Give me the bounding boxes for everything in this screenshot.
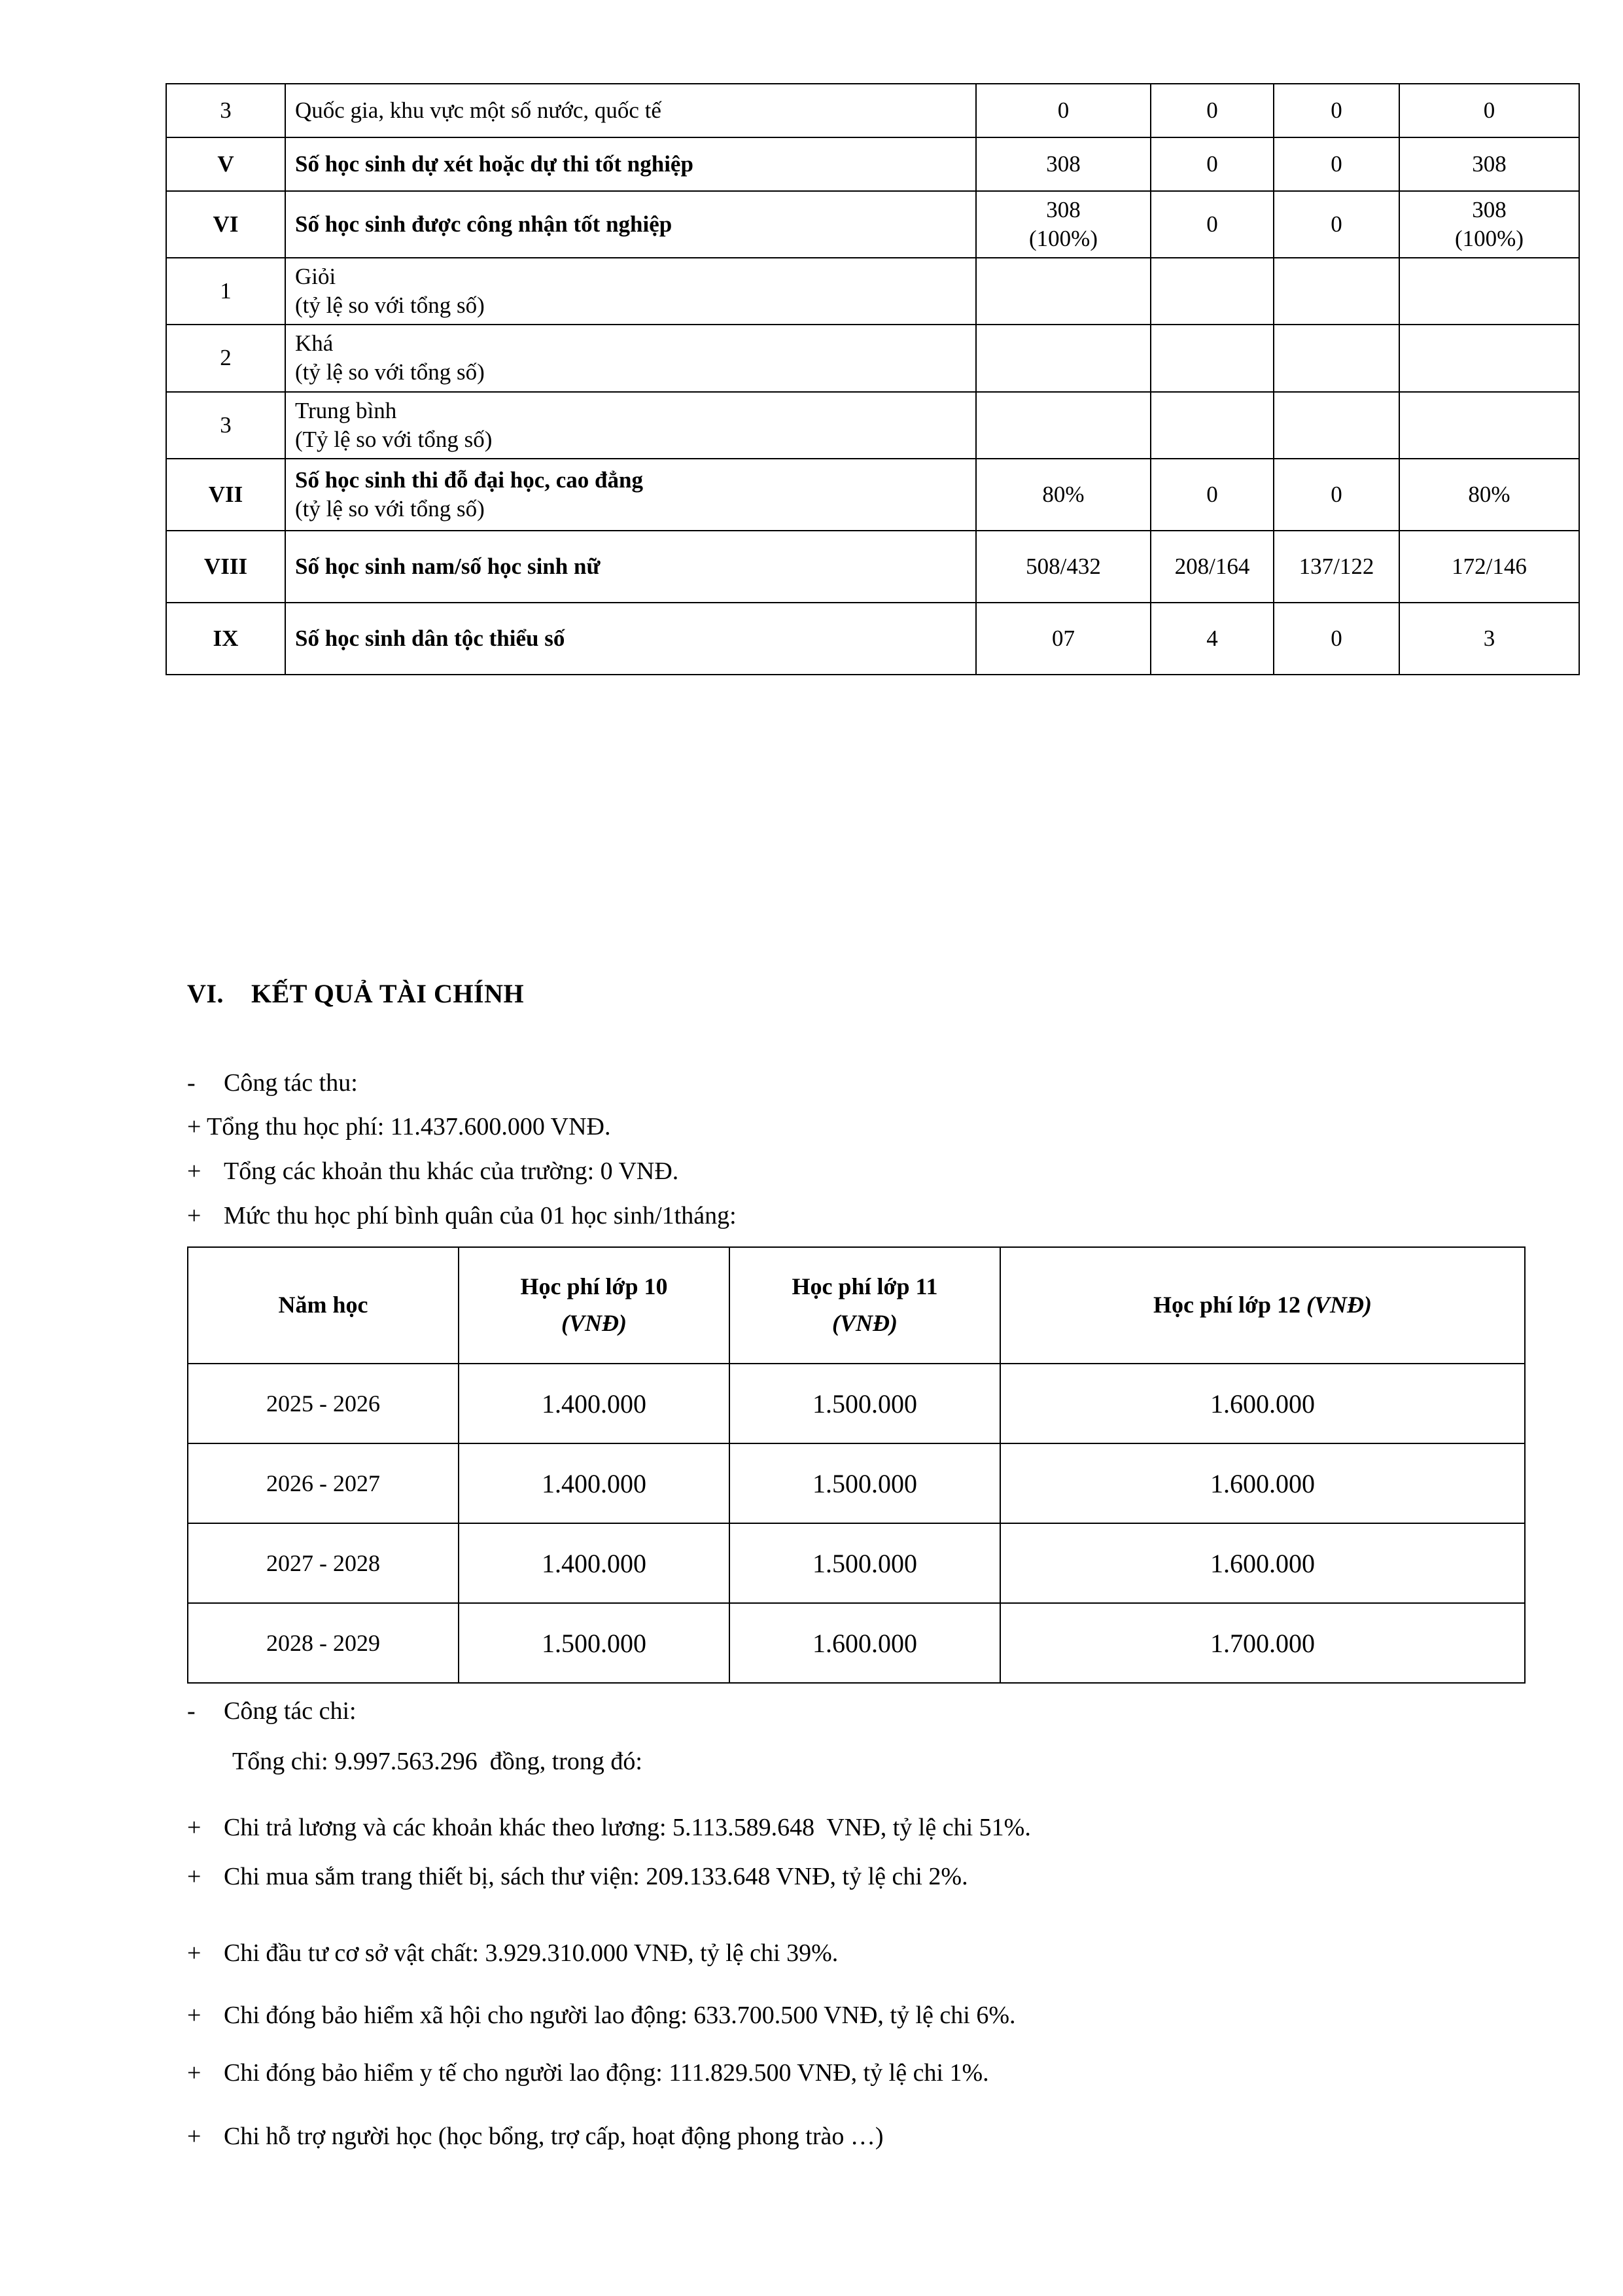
- expense-item-health-insurance: [187, 2060, 989, 2087]
- expense-item-facilities: [187, 1940, 838, 1968]
- row-number-cell: 3: [166, 392, 285, 459]
- row-label-main: Giỏi: [295, 264, 336, 290]
- table-header-row: [188, 1247, 1525, 1364]
- row-label-main: Khá: [295, 330, 334, 357]
- revenue-intro-text: Công tác thu:: [224, 1069, 358, 1097]
- row-grade11-cell: 0: [1274, 137, 1399, 191]
- revenue-item-text: Tổng các khoản thu khác của trường: 0 VNĐ.: [224, 1157, 679, 1185]
- row-grade11-cell: 0: [1274, 84, 1399, 137]
- table-row: [188, 1603, 1525, 1683]
- row-label-cell: Số học sinh dân tộc thiểu số: [285, 603, 976, 675]
- expense-item-student-support: [187, 2123, 884, 2151]
- expense-item-salary: [187, 1814, 1031, 1842]
- dash-bullet: -: [187, 1697, 196, 1725]
- table-row: [166, 191, 1579, 258]
- plus-bullet: +: [187, 2002, 201, 2029]
- header-grade11: [729, 1247, 1000, 1364]
- header-school-year: Năm học: [188, 1247, 459, 1364]
- cell-grade12-fee: 1.600.000: [1000, 1443, 1525, 1523]
- row-grade12-cell: 308: [1399, 137, 1579, 191]
- plus-bullet: +: [187, 1202, 201, 1229]
- row-grade12-value: 308: [1472, 197, 1507, 222]
- header-grade10-unit: (VNĐ): [561, 1310, 627, 1336]
- cell-school-year: 2027 - 2028: [188, 1523, 459, 1603]
- row-total-cell: [976, 258, 1151, 325]
- row-label-sub: (tỷ lệ so với tổng số): [295, 292, 485, 319]
- row-grade10-cell: 208/164: [1151, 531, 1274, 603]
- table-row: [166, 325, 1579, 391]
- table-row: [166, 531, 1579, 603]
- expense-item-text: Chi hỗ trợ người học (học bổng, trợ cấp, hoạt động phong trào …): [224, 2123, 884, 2150]
- table-row: [166, 258, 1579, 325]
- row-number-cell: 3: [166, 84, 285, 137]
- row-grade12-cell: [1399, 258, 1579, 325]
- row-label-cell: Số học sinh nam/số học sinh nữ: [285, 531, 976, 603]
- row-grade12-cell: [1399, 392, 1579, 459]
- header-grade11-main: Học phí lớp 11: [792, 1273, 938, 1300]
- row-number-cell: VIII: [166, 531, 285, 603]
- cell-grade10-fee: 1.500.000: [459, 1603, 729, 1683]
- table-row: [166, 84, 1579, 137]
- expense-item-text: Chi mua sắm trang thiết bị, sách thư viện: 209.133.648 VNĐ, tỷ lệ chi 2%.: [224, 1863, 968, 1890]
- row-total-cell: 07: [976, 603, 1151, 675]
- row-label-sub: (Tỷ lệ so với tổng số): [295, 426, 493, 452]
- header-grade12-main: Học phí lớp 12: [1153, 1292, 1306, 1318]
- plus-bullet: +: [187, 1157, 201, 1185]
- student-statistics-body: [166, 84, 1579, 675]
- cell-school-year: 2025 - 2026: [188, 1364, 459, 1443]
- student-statistics-table: [166, 83, 1580, 675]
- row-grade10-cell: [1151, 258, 1274, 325]
- row-grade11-cell: 0: [1274, 459, 1399, 531]
- expense-item-text: Chi đầu tư cơ sở vật chất: 3.929.310.000 VNĐ, tỷ lệ chi 39%.: [224, 1939, 839, 1967]
- row-grade10-cell: [1151, 325, 1274, 391]
- table-row: [188, 1443, 1525, 1523]
- row-total-cell: [976, 325, 1151, 391]
- row-total-cell: 80%: [976, 459, 1151, 531]
- row-grade10-cell: 0: [1151, 459, 1274, 531]
- row-number-cell: IX: [166, 603, 285, 675]
- revenue-item-average-fee: [187, 1203, 737, 1230]
- row-grade12-percent: (100%): [1455, 226, 1524, 252]
- expense-total-line: Tổng chi: 9.997.563.296 đồng, trong đó:: [232, 1748, 642, 1775]
- row-grade12-cell: 172/146: [1399, 531, 1579, 603]
- row-grade10-cell: [1151, 392, 1274, 459]
- expense-item-equipment: [187, 1863, 968, 1891]
- revenue-item-text: Mức thu học phí bình quân của 01 học sinh/1tháng:: [224, 1202, 737, 1229]
- row-total-cell: [976, 191, 1151, 258]
- expense-item-text: Chi đóng bảo hiểm xã hội cho người lao động: 633.700.500 VNĐ, tỷ lệ chi 6%.: [224, 2002, 1016, 2029]
- row-grade12-cell: 0: [1399, 84, 1579, 137]
- row-number-cell: VI: [166, 191, 285, 258]
- row-grade10-cell: 4: [1151, 603, 1274, 675]
- row-grade11-cell: [1274, 392, 1399, 459]
- row-grade12-cell: 80%: [1399, 459, 1579, 531]
- row-total-cell: 508/432: [976, 531, 1151, 603]
- row-grade10-cell: 0: [1151, 84, 1274, 137]
- expense-item-social-insurance: [187, 2002, 1015, 2030]
- cell-grade11-fee: 1.500.000: [729, 1364, 1000, 1443]
- cell-grade12-fee: 1.600.000: [1000, 1523, 1525, 1603]
- row-label-cell: Số học sinh dự xét hoặc dự thi tốt nghiệp: [285, 137, 976, 191]
- cell-grade12-fee: 1.600.000: [1000, 1364, 1525, 1443]
- row-total-percent: (100%): [1029, 226, 1098, 252]
- table-row: [166, 603, 1579, 675]
- plus-bullet: +: [187, 1814, 201, 1841]
- row-number-cell: 1: [166, 258, 285, 325]
- tuition-fee-table: [187, 1246, 1526, 1684]
- header-grade11-unit: (VNĐ): [832, 1310, 898, 1336]
- expense-intro-text: Công tác chi:: [224, 1697, 357, 1725]
- row-grade10-cell: 0: [1151, 191, 1274, 258]
- revenue-intro-line: [187, 1070, 358, 1097]
- row-total-cell: 308: [976, 137, 1151, 191]
- plus-bullet: +: [187, 2123, 201, 2150]
- revenue-item-tuition-total: [187, 1114, 610, 1141]
- cell-grade10-fee: 1.400.000: [459, 1364, 729, 1443]
- cell-grade11-fee: 1.500.000: [729, 1523, 1000, 1603]
- row-label-cell: [285, 325, 976, 391]
- plus-bullet: +: [187, 1863, 201, 1890]
- plus-bullet: +: [187, 1939, 201, 1967]
- dash-bullet: -: [187, 1069, 196, 1097]
- cell-grade11-fee: 1.600.000: [729, 1603, 1000, 1683]
- revenue-item-text: Tổng thu học phí: 11.437.600.000 VNĐ.: [207, 1113, 611, 1140]
- table-row: [166, 137, 1579, 191]
- row-grade11-cell: 137/122: [1274, 531, 1399, 603]
- cell-grade10-fee: 1.400.000: [459, 1443, 729, 1523]
- row-grade11-cell: [1274, 325, 1399, 391]
- row-label-cell: [285, 459, 976, 531]
- row-grade12-cell: [1399, 191, 1579, 258]
- row-total-cell: 0: [976, 84, 1151, 137]
- header-grade12: [1000, 1247, 1525, 1364]
- plus-bullet: +: [187, 2059, 201, 2087]
- row-label-cell: [285, 392, 976, 459]
- header-grade10: [459, 1247, 729, 1364]
- row-total-value: 308: [1046, 197, 1081, 222]
- row-number-cell: 2: [166, 325, 285, 391]
- row-label-cell: Quốc gia, khu vực một số nước, quốc tế: [285, 84, 976, 137]
- row-number-cell: V: [166, 137, 285, 191]
- row-number-cell: VII: [166, 459, 285, 531]
- cell-grade12-fee: 1.700.000: [1000, 1603, 1525, 1683]
- expense-item-text: Chi đóng bảo hiểm y tế cho người lao động: 111.829.500 VNĐ, tỷ lệ chi 1%.: [224, 2059, 989, 2087]
- row-label-main: Trung bình: [295, 397, 397, 423]
- row-total-cell: [976, 392, 1151, 459]
- cell-school-year: 2028 - 2029: [188, 1603, 459, 1683]
- header-grade12-unit: (VNĐ): [1306, 1292, 1372, 1318]
- row-label-main: Số học sinh thi đỗ đại học, cao đẳng: [295, 467, 643, 493]
- row-grade12-cell: [1399, 325, 1579, 391]
- table-row: [166, 392, 1579, 459]
- row-label-sub: (tỷ lệ so với tổng số): [295, 359, 485, 385]
- row-label-sub: (tỷ lệ so với tổng số): [295, 495, 485, 521]
- row-grade11-cell: 0: [1274, 603, 1399, 675]
- row-label-cell: [285, 258, 976, 325]
- cell-school-year: 2026 - 2027: [188, 1443, 459, 1523]
- cell-grade11-fee: 1.500.000: [729, 1443, 1000, 1523]
- tuition-fee-head: [188, 1247, 1525, 1364]
- plus-bullet: +: [187, 1113, 201, 1140]
- section-heading-financial-results: VI. KẾT QUẢ TÀI CHÍNH: [187, 979, 525, 1008]
- row-grade10-cell: 0: [1151, 137, 1274, 191]
- expense-intro-line: [187, 1698, 357, 1725]
- revenue-item-other-total: [187, 1158, 678, 1186]
- header-grade10-main: Học phí lớp 10: [520, 1273, 668, 1300]
- row-grade11-cell: 0: [1274, 191, 1399, 258]
- tuition-fee-body: [188, 1364, 1525, 1683]
- row-grade11-cell: [1274, 258, 1399, 325]
- cell-grade10-fee: 1.400.000: [459, 1523, 729, 1603]
- expense-item-text: Chi trả lương và các khoản khác theo lương: 5.113.589.648 VNĐ, tỷ lệ chi 51%.: [224, 1814, 1031, 1841]
- table-row: [188, 1523, 1525, 1603]
- row-label-cell: Số học sinh được công nhận tốt nghiệp: [285, 191, 976, 258]
- table-row: [166, 459, 1579, 531]
- row-grade12-cell: 3: [1399, 603, 1579, 675]
- table-row: [188, 1364, 1525, 1443]
